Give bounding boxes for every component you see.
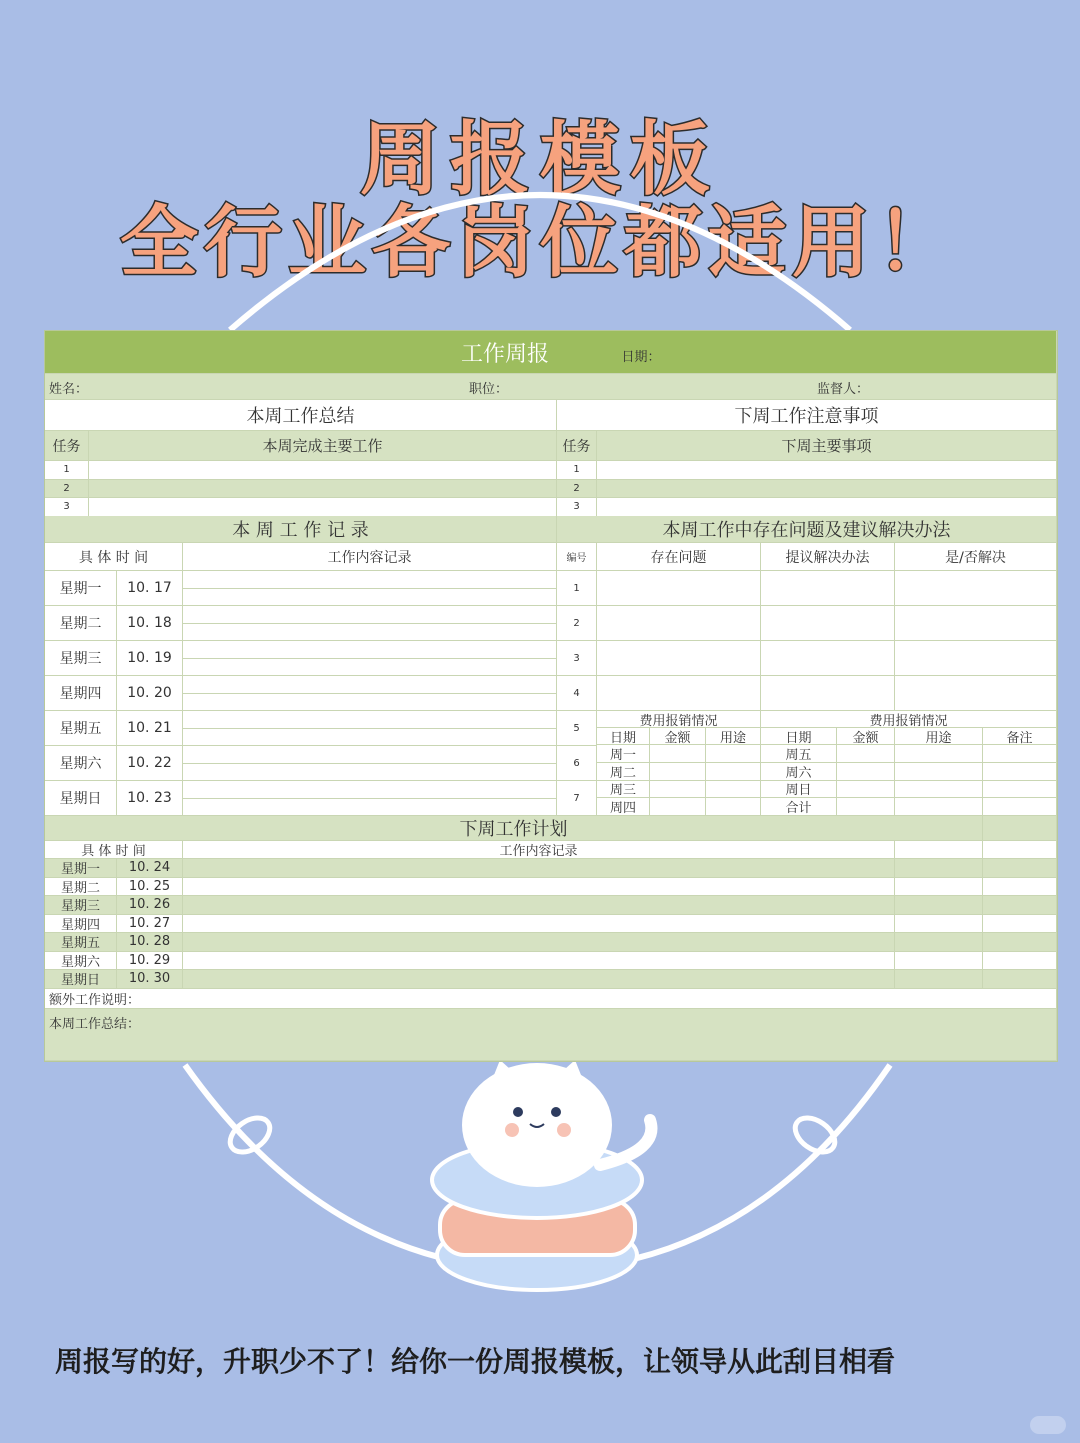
expense-amount	[837, 763, 895, 781]
solution-cell	[761, 676, 895, 711]
task-entry	[89, 461, 557, 480]
issue-cell	[597, 571, 761, 606]
record-line	[183, 606, 557, 624]
record-line	[183, 589, 557, 607]
expense-col: 金额	[650, 728, 706, 745]
plan-content	[183, 878, 895, 897]
resolved-cell	[895, 571, 1057, 606]
expense-day: 周日	[761, 781, 837, 799]
weekday: 星期六	[45, 746, 117, 781]
plan-date: 10. 24	[117, 859, 183, 878]
plan-cell	[983, 878, 1057, 897]
problem-number: 4	[557, 676, 597, 711]
time-label: 具 体 时 间	[45, 543, 183, 571]
expense-col: 金额	[837, 728, 895, 745]
date: 10. 17	[117, 571, 183, 606]
plan-date: 10. 27	[117, 915, 183, 934]
problem-number: 3	[557, 641, 597, 676]
expense-day: 周一	[597, 745, 650, 763]
date-label: 日期：	[621, 349, 661, 365]
expense-label-2: 费用报销情况	[761, 711, 1057, 728]
problem-number: 5	[557, 711, 597, 746]
expense-use	[706, 745, 761, 763]
expense-amount	[650, 798, 706, 816]
task-entry	[89, 480, 557, 499]
weekly-report-sheet	[44, 330, 1058, 1062]
issue-label: 存在问题	[597, 543, 761, 571]
plan-weekday: 星期四	[45, 915, 117, 934]
plan-cell	[895, 933, 983, 952]
weekday: 星期一	[45, 571, 117, 606]
main-work-label: 本周完成主要工作	[89, 431, 557, 461]
record-line	[183, 694, 557, 712]
expense-note	[983, 763, 1057, 781]
expense-col: 日期	[597, 728, 650, 745]
solution-cell	[761, 641, 895, 676]
expense-note	[983, 798, 1057, 816]
record-line	[183, 624, 557, 642]
expense-use	[895, 745, 983, 763]
task-number: 1	[45, 461, 89, 480]
plan-col	[895, 841, 983, 859]
name-label: 姓名：	[49, 381, 89, 397]
expense-col: 用途	[895, 728, 983, 745]
supervisor-label: 监督人：	[817, 381, 870, 397]
weekday: 星期五	[45, 711, 117, 746]
summary-header: 本周工作总结	[45, 400, 557, 431]
bottom-caption: 周报写的好，升职少不了！给你一份周报模板，让领导从此刮目相看	[55, 1345, 896, 1378]
plan-cell	[895, 952, 983, 971]
expense-note	[983, 781, 1057, 799]
task-number-right: 3	[557, 498, 597, 517]
expense-col: 备注	[983, 728, 1057, 745]
plan-cell	[983, 896, 1057, 915]
date: 10. 20	[117, 676, 183, 711]
problem-number: 1	[557, 571, 597, 606]
plan-date: 10. 25	[117, 878, 183, 897]
plan-cell	[983, 915, 1057, 934]
position-label: 职位：	[469, 381, 509, 397]
plan-content	[183, 915, 895, 934]
record-line	[183, 676, 557, 694]
plan-cell	[983, 859, 1057, 878]
date: 10. 22	[117, 746, 183, 781]
content-label: 工作内容记录	[183, 543, 557, 571]
record-line	[183, 799, 557, 817]
expense-col: 用途	[706, 728, 761, 745]
solution-label: 提议解决办法	[761, 543, 895, 571]
weekday: 星期四	[45, 676, 117, 711]
headline-title: 周报模板	[360, 113, 720, 206]
plan-extra	[983, 816, 1057, 841]
problems-header: 本周工作中存在问题及建议解决办法	[557, 516, 1057, 543]
content-label: 工作内容记录	[183, 841, 895, 859]
date: 10. 21	[117, 711, 183, 746]
plan-cell	[983, 970, 1057, 989]
expense-use	[895, 763, 983, 781]
next-task-entry	[597, 480, 1057, 499]
plan-cell	[895, 878, 983, 897]
resolved-cell	[895, 641, 1057, 676]
expense-day: 周四	[597, 798, 650, 816]
plan-cell	[895, 915, 983, 934]
plan-weekday: 星期五	[45, 933, 117, 952]
record-line	[183, 711, 557, 729]
expense-amount	[650, 745, 706, 763]
plan-content	[183, 859, 895, 878]
expense-day: 合计	[761, 798, 837, 816]
plan-date: 10. 29	[117, 952, 183, 971]
task-label-right: 任务	[557, 431, 597, 461]
solution-cell	[761, 606, 895, 641]
record-line	[183, 571, 557, 589]
expense-day: 周六	[761, 763, 837, 781]
expense-use	[895, 781, 983, 799]
expense-label-1: 费用报销情况	[597, 711, 761, 728]
date: 10. 23	[117, 781, 183, 816]
next-plan-header: 下周工作计划	[45, 816, 983, 841]
plan-cell	[983, 933, 1057, 952]
next-task-entry	[597, 498, 1057, 517]
task-number: 3	[45, 498, 89, 517]
record-line	[183, 659, 557, 677]
time-label: 具 体 时 间	[45, 841, 183, 859]
record-line	[183, 641, 557, 659]
issue-cell	[597, 676, 761, 711]
record-header: 本 周 工 作 记 录	[45, 516, 557, 543]
task-number: 2	[45, 480, 89, 499]
issue-cell	[597, 641, 761, 676]
next-main-label: 下周主要事项	[597, 431, 1057, 461]
plan-weekday: 星期六	[45, 952, 117, 971]
plan-cell	[983, 952, 1057, 971]
date: 10. 18	[117, 606, 183, 641]
plan-weekday: 星期一	[45, 859, 117, 878]
plan-date: 10. 30	[117, 970, 183, 989]
weekday: 星期二	[45, 606, 117, 641]
expense-use	[895, 798, 983, 816]
record-line	[183, 746, 557, 764]
headline-subtitle: 全行业各岗位都适用！	[119, 198, 960, 288]
expense-day: 周五	[761, 745, 837, 763]
plan-weekday: 星期三	[45, 896, 117, 915]
number-label: 编号	[557, 543, 597, 571]
expense-col: 日期	[761, 728, 837, 745]
plan-weekday: 星期日	[45, 970, 117, 989]
expense-day: 周三	[597, 781, 650, 799]
plan-cell	[895, 859, 983, 878]
plan-cell	[895, 970, 983, 989]
expense-use	[706, 798, 761, 816]
plan-content	[183, 952, 895, 971]
plan-cell	[895, 896, 983, 915]
plan-date: 10. 28	[117, 933, 183, 952]
weekday: 星期三	[45, 641, 117, 676]
resolved-cell	[895, 676, 1057, 711]
next-notes-header: 下周工作注意事项	[557, 400, 1057, 431]
problem-number: 7	[557, 781, 597, 816]
expense-use	[706, 781, 761, 799]
plan-weekday: 星期二	[45, 878, 117, 897]
sheet-title: 工作周报	[460, 342, 549, 367]
problem-number: 2	[557, 606, 597, 641]
expense-amount	[650, 781, 706, 799]
expense-day: 周二	[597, 763, 650, 781]
weekday: 星期日	[45, 781, 117, 816]
record-line	[183, 781, 557, 799]
solution-cell	[761, 571, 895, 606]
resolved-cell	[895, 606, 1057, 641]
resolved-label: 是/否解决	[895, 543, 1057, 571]
plan-content	[183, 970, 895, 989]
plan-col	[983, 841, 1057, 859]
task-entry	[89, 498, 557, 517]
next-task-entry	[597, 461, 1057, 480]
expense-amount	[837, 781, 895, 799]
issue-cell	[597, 606, 761, 641]
problem-number: 6	[557, 746, 597, 781]
record-line	[183, 764, 557, 782]
watermark	[1030, 1416, 1066, 1434]
extra-label: 额外工作说明：	[45, 989, 1057, 1009]
expense-note	[983, 745, 1057, 763]
task-label: 任务	[45, 431, 89, 461]
plan-content	[183, 896, 895, 915]
plan-date: 10. 26	[117, 896, 183, 915]
record-line	[183, 729, 557, 747]
task-number-right: 2	[557, 480, 597, 499]
expense-amount	[650, 763, 706, 781]
summary-label: 本周工作总结：	[45, 1009, 1057, 1061]
date: 10. 19	[117, 641, 183, 676]
task-number-right: 1	[557, 461, 597, 480]
expense-use	[706, 763, 761, 781]
plan-content	[183, 933, 895, 952]
expense-amount	[837, 745, 895, 763]
expense-amount	[837, 798, 895, 816]
